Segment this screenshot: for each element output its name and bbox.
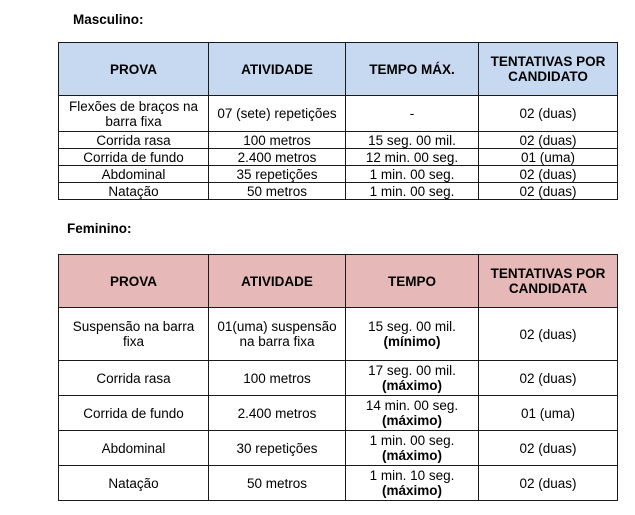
tempo-cell: 1 min. 00 seg. (346, 166, 479, 183)
masculino-header-atividade: ATIVIDADE (209, 43, 346, 96)
atividade-cell: 100 metros (209, 132, 346, 149)
tentativas-cell: 01 (uma) (479, 396, 618, 431)
tentativas-cell: 02 (duas) (479, 166, 618, 183)
masculino-header-prova: PROVA (59, 43, 209, 96)
table-row (59, 431, 618, 466)
table-row (59, 361, 618, 396)
feminino-header-atividade: ATIVIDADE (209, 255, 346, 308)
tempo-cell: 12 min. 00 seg. (346, 149, 479, 166)
tempo-cell (346, 431, 479, 466)
table-row (59, 308, 618, 361)
masculino-table (58, 42, 618, 200)
tentativas-cell: 02 (duas) (479, 466, 618, 501)
atividade-cell: 100 metros (209, 361, 346, 396)
tempo-note: (máximo) (381, 378, 442, 393)
feminino-header-prova: PROVA (59, 255, 209, 308)
prova-cell: Natação (59, 183, 209, 200)
feminino-header-tentativas: TENTATIVAS POR CANDIDATA (479, 255, 618, 308)
tentativas-cell: 02 (duas) (479, 308, 618, 361)
atividade-cell: 35 repetições (209, 166, 346, 183)
atividade-cell: 2.400 metros (209, 149, 346, 166)
prova-cell: Natação (59, 466, 209, 501)
table-row (59, 149, 618, 166)
prova-cell: Corrida rasa (59, 132, 209, 149)
atividade-cell: 01(uma) suspensão na barra fixa (209, 308, 346, 361)
tentativas-cell: 02 (duas) (479, 361, 618, 396)
prova-cell: Corrida de fundo (59, 149, 209, 166)
prova-cell: Corrida de fundo (59, 396, 209, 431)
table-row (59, 396, 618, 431)
prova-cell: Abdominal (59, 166, 209, 183)
tempo-note: (mínimo) (383, 334, 441, 349)
prova-cell: Abdominal (59, 431, 209, 466)
tempo-cell: 15 seg. 00 mil. (346, 132, 479, 149)
tempo-cell (346, 361, 479, 396)
prova-cell: Corrida rasa (59, 361, 209, 396)
feminino-title: Feminino: (67, 221, 132, 236)
feminino-header-tempo: TEMPO (346, 255, 479, 308)
tempo-cell: - (346, 96, 479, 132)
atividade-cell: 50 metros (209, 466, 346, 501)
table-row (59, 183, 618, 200)
tempo-cell: 1 min. 00 seg. (346, 183, 479, 200)
table-row (59, 132, 618, 149)
feminino-header-row (59, 255, 618, 308)
tempo-value: 1 min. 10 seg. (369, 468, 455, 483)
masculino-header-row (59, 43, 618, 96)
table-row (59, 96, 618, 132)
tempo-cell (346, 308, 479, 361)
tentativas-cell: 01 (uma) (479, 149, 618, 166)
tentativas-cell: 02 (duas) (479, 132, 618, 149)
tempo-note: (máximo) (381, 483, 442, 498)
masculino-header-tempo: TEMPO MÁX. (346, 43, 479, 96)
tempo-note: (máximo) (381, 413, 442, 428)
tempo-value: 17 seg. 00 mil. (368, 363, 456, 378)
tempo-value: 14 min. 00 seg. (365, 398, 459, 413)
masculino-header-tentativas: TENTATIVAS POR CANDIDATO (479, 43, 618, 96)
tempo-value: 1 min. 00 seg. (369, 433, 455, 448)
tempo-cell (346, 466, 479, 501)
masculino-title: Masculino: (73, 12, 144, 27)
tentativas-cell: 02 (duas) (479, 183, 618, 200)
atividade-cell: 2.400 metros (209, 396, 346, 431)
atividade-cell: 30 repetições (209, 431, 346, 466)
atividade-cell: 50 metros (209, 183, 346, 200)
atividade-cell: 07 (sete) repetições (209, 96, 346, 132)
tentativas-cell: 02 (duas) (479, 431, 618, 466)
feminino-table (58, 254, 618, 501)
table-row (59, 166, 618, 183)
prova-cell: Suspensão na barra fixa (59, 308, 209, 361)
table-row (59, 466, 618, 501)
tempo-value: 15 seg. 00 mil. (368, 319, 456, 334)
tempo-cell (346, 396, 479, 431)
tempo-note: (máximo) (381, 448, 442, 463)
prova-cell: Flexões de braços na barra fixa (59, 96, 209, 132)
tentativas-cell: 02 (duas) (479, 96, 618, 132)
